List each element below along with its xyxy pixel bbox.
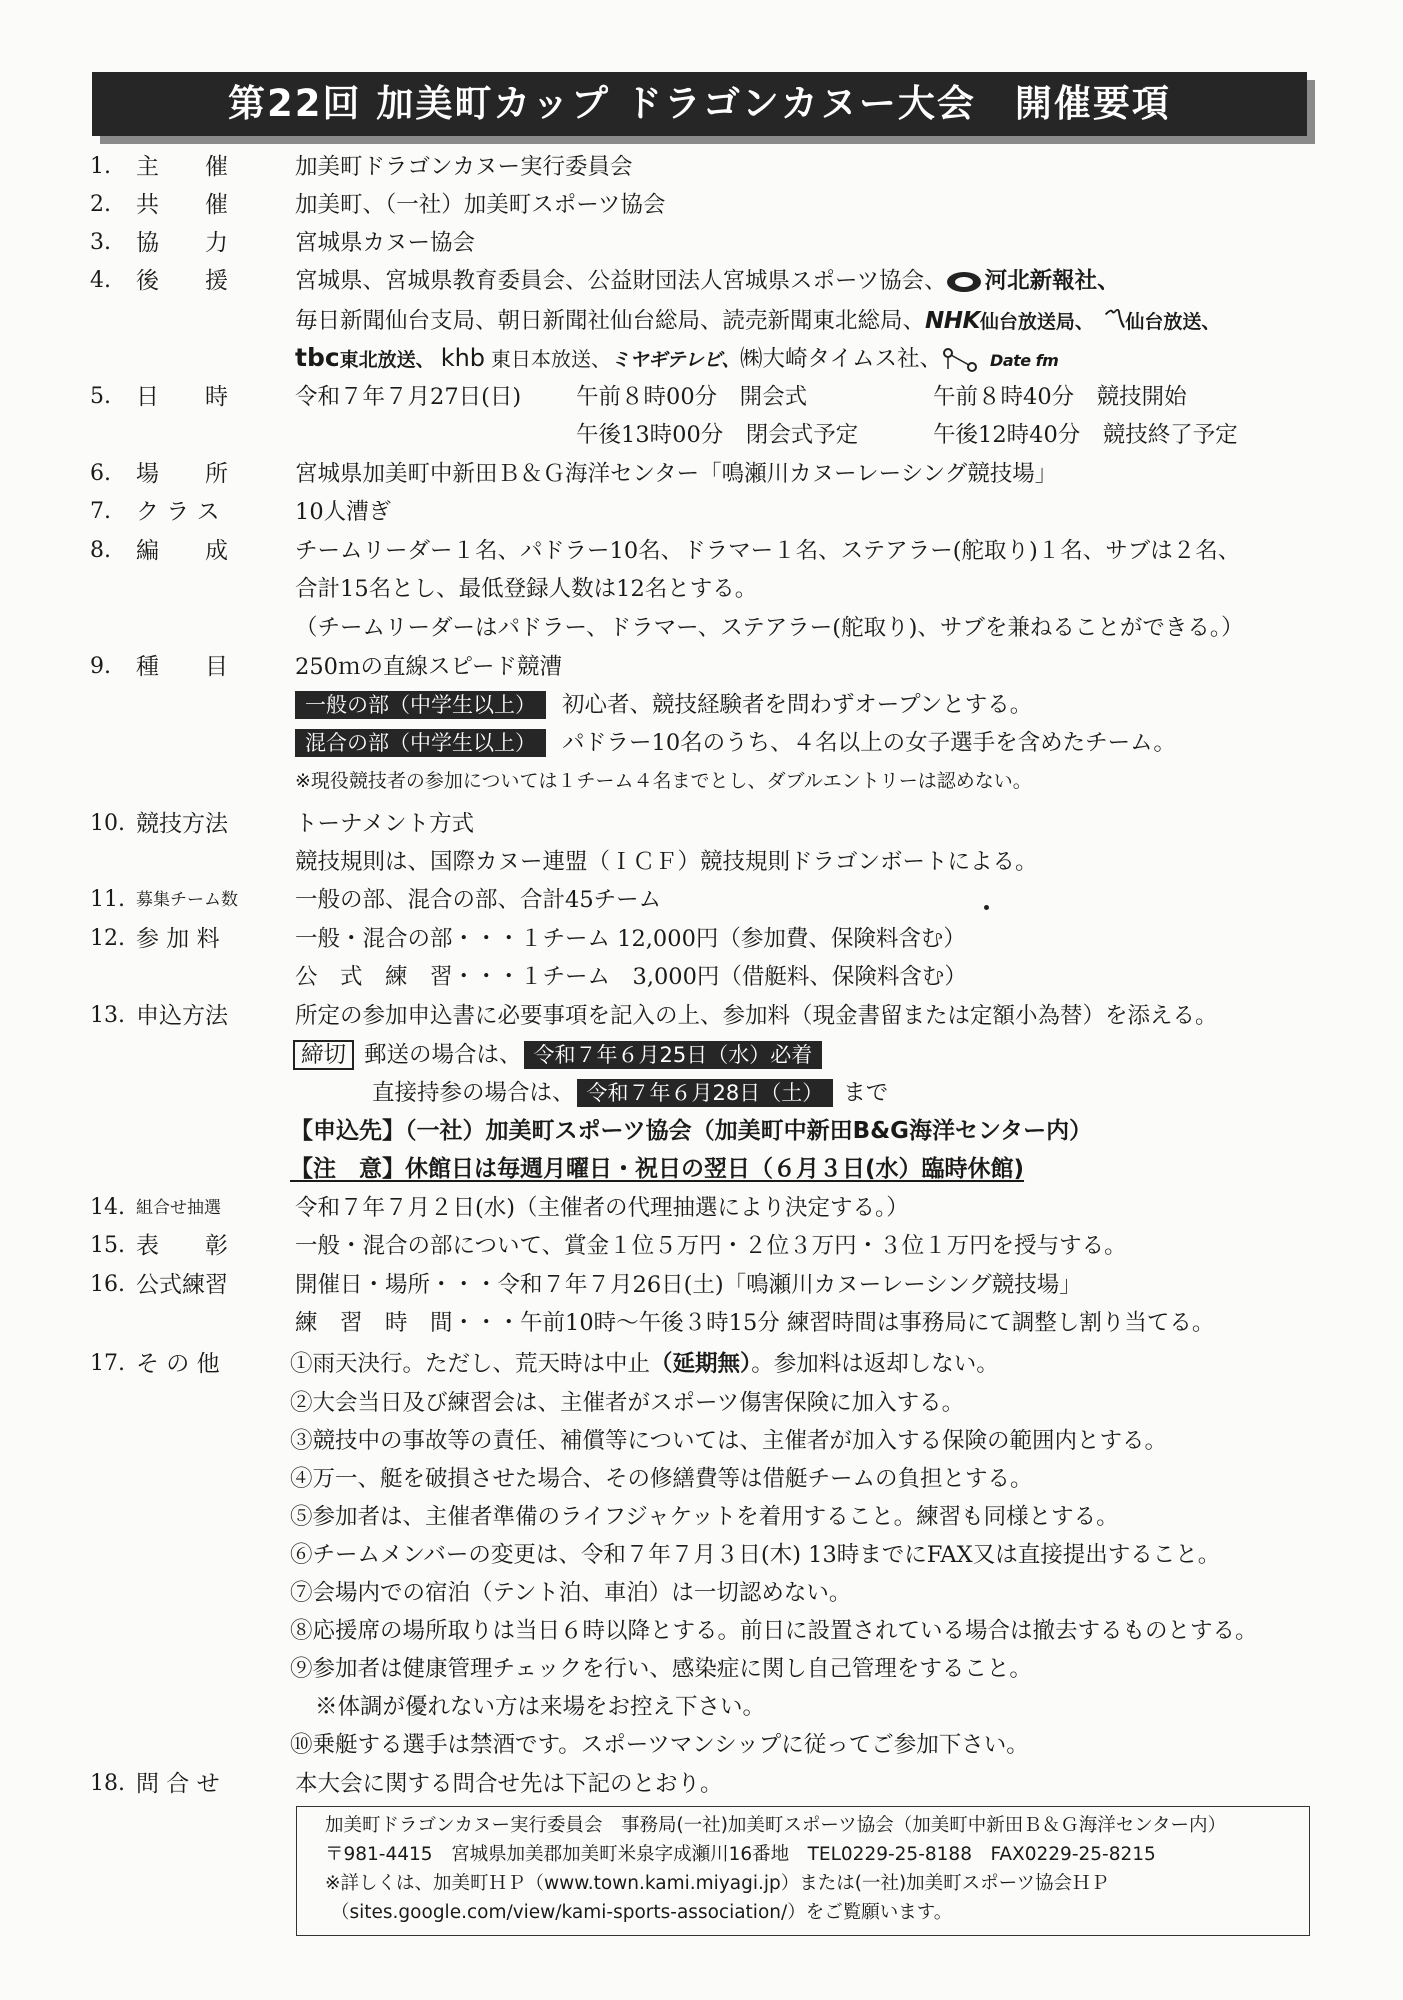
item-label: 参 加 料 — [136, 926, 220, 952]
item-number: 11. — [90, 887, 125, 912]
item-value: 令和７年７月２日(水)（主催者の代理抽選により決定する。） — [295, 1195, 909, 1221]
tbc-logo: tbc — [295, 343, 340, 372]
item-label: 場 所 — [136, 461, 228, 487]
contact-website-2: （sites.google.com/view/kami-sports-association/）をご覧願います。 — [331, 1902, 953, 1923]
tbc-name: 東北放送、 — [339, 349, 435, 371]
application-text: 所定の参加申込書に必要事項を記入の上、参加料（現金書留または定額小為替）を添える。 — [295, 1003, 1218, 1029]
item-number: 1. — [90, 154, 111, 179]
other-8: ⑧応援席の場所取りは当日６時以降とする。前日に設置されている場合は撤去するものとする。 — [290, 1618, 1258, 1644]
schedule-closing: 午後13時00分 閉会式予定 — [576, 422, 859, 448]
schedule-opening: 午前８時00分 開会式 — [576, 384, 808, 410]
item-number: 13. — [90, 1003, 125, 1028]
item-label: 日 時 — [136, 384, 228, 410]
deadline-mail — [293, 1040, 838, 1070]
practice-line-1: 開催日・場所・・・令和７年７月26日(土)「鳴瀬川カヌーレーシング競技場」 — [295, 1272, 1082, 1298]
page-title: 第22回 加美町カップ ドラゴンカヌー大会 開催要項 — [92, 72, 1307, 136]
formation-line-1: チームリーダー１名、パドラー10名、ドラマー１名、ステアラー(舵取り)１名、サブは２名、 — [295, 538, 1241, 564]
item-number: 16. — [90, 1272, 125, 1297]
contact-website: ※詳しくは、加美町ＨＰ（www.town.kami.miyagi.jp）または(一社)加美町スポーツ協会ＨＰ — [325, 1873, 1109, 1894]
other-1 — [290, 1349, 999, 1379]
kahoku-logo-icon — [947, 272, 981, 292]
supporters-line-3 — [295, 343, 1058, 376]
item-label: 問 合 せ — [136, 1771, 220, 1797]
stray-dot — [984, 905, 989, 910]
item-label: 種 目 — [136, 654, 228, 680]
event-note: ※現役競技者の参加については１チーム４名までとし、ダブルエントリーは認めない。 — [295, 770, 1032, 792]
item-number: 8. — [90, 538, 111, 563]
mixed-division-tag: 混合の部（中学生以上） — [295, 729, 546, 757]
supporters-text: 毎日新聞仙台支局、朝日新聞社仙台総局、読売新聞東北総局、 — [295, 308, 926, 334]
item-label: そ の 他 — [136, 1351, 220, 1377]
item-value: 宮城県加美町中新田Ｂ＆Ｇ海洋センター「鳴瀬川カヌーレーシング競技場」 — [295, 461, 1058, 487]
item-number: 12. — [90, 926, 125, 951]
item-value: 一般の部、混合の部、合計45チーム — [295, 887, 662, 913]
item-number: 7. — [90, 499, 111, 524]
schedule-start: 午前８時40分 競技開始 — [933, 384, 1187, 410]
other-2: ②大会当日及び練習会は、主催者がスポーツ傷害保険に加入する。 — [290, 1390, 965, 1416]
schedule-end: 午後12時40分 競技終了予定 — [933, 422, 1238, 448]
contact-organizer: 加美町ドラゴンカヌー実行委員会 事務局(一社)加美町スポーツ協会（加美町中新田Ｂ＆Ｇ海洋センター内） — [325, 1815, 1226, 1836]
fee-line-2: 公 式 練 習・・・１チーム 3,000円（借艇料、保険料含む） — [295, 964, 967, 990]
deadline-direct — [372, 1078, 888, 1108]
direct-deadline-date: 令和７年６月28日（土） — [577, 1079, 834, 1107]
contact-address: 〒981-4415 宮城県加美郡加美町米泉字成瀬川16番地 TEL0229-25-8188 FAX0229-25-8215 — [325, 1844, 1156, 1865]
ox-logo-icon: 〽 — [1099, 305, 1126, 335]
other-10: ⑩乗艇する選手は禁酒です。スポーツマンシップに従ってご参加下さい。 — [290, 1732, 1029, 1758]
other-1-a: ①雨天決行。ただし、荒天時は中止 — [290, 1351, 651, 1377]
other-1-c: 。参加料は返却しない。 — [751, 1351, 999, 1377]
supporters-line-1 — [295, 266, 1120, 296]
item-label: 公式練習 — [136, 1272, 228, 1298]
other-4: ④万一、艇を破損させた場合、その修繕費等は借艇チームの負担とする。 — [290, 1466, 1033, 1492]
datefm-logo-icon — [942, 347, 986, 373]
general-division-desc: 初心者、競技経験者を問わずオープンとする。 — [562, 692, 1033, 718]
kahoku-name: 河北新報社、 — [984, 268, 1120, 294]
item-label: ク ラ ス — [136, 499, 220, 525]
item-number: 5. — [90, 384, 111, 409]
item-number: 17. — [90, 1351, 125, 1376]
ox-name: 仙台放送、 — [1125, 311, 1221, 333]
item-value: 10人漕ぎ — [295, 499, 392, 525]
other-9-note: ※体調が優れない方は来場をお控え下さい。 — [315, 1694, 766, 1720]
formation-line-3: （チームリーダーはパドラー、ドラマー、ステアラー(舵取り)、サブを兼ねることができる。） — [295, 615, 1244, 641]
other-9: ⑨参加者は健康管理チェックを行い、感染症に関し自己管理をすること。 — [290, 1656, 1032, 1682]
item-label: 協 力 — [136, 230, 228, 256]
deadline-label: 締切 — [293, 1040, 354, 1070]
khb-logo: khb — [440, 344, 486, 372]
event-general — [295, 690, 1032, 720]
direct-suffix: まで — [843, 1080, 889, 1106]
item-value: 宮城県カヌー協会 — [295, 230, 476, 256]
item-label: 主 催 — [136, 154, 228, 180]
item-label: 編 成 — [136, 538, 228, 564]
mail-text: 郵送の場合は、 — [364, 1042, 522, 1068]
practice-line-2: 練 習 時 間・・・午前10時～午後３時15分 練習時間は事務局にて調整し割り当てる。 — [295, 1310, 1215, 1336]
item-label: 後 援 — [136, 268, 228, 294]
event-mixed — [295, 728, 1176, 758]
item-number: 10. — [90, 811, 125, 836]
item-label: 競技方法 — [136, 811, 228, 837]
item-label: 組合せ抽選 — [136, 1198, 221, 1218]
item-number: 14. — [90, 1195, 125, 1220]
miyagi-tv-logo: ミヤギテレビ、 — [611, 349, 740, 371]
other-6: ⑥チームメンバーの変更は、令和７年７月３日(木) 13時までにFAX又は直接提出すること。 — [290, 1542, 1221, 1568]
item-number: 18. — [90, 1771, 125, 1796]
method-line-1: トーナメント方式 — [295, 811, 475, 837]
mail-deadline-date: 令和７年６月25日（水）必着 — [524, 1041, 823, 1069]
item-number: 2. — [90, 192, 111, 217]
other-1-b: （延期無） — [650, 1351, 752, 1377]
item-label: 募集チーム数 — [136, 890, 238, 910]
item-value: 本大会に関する問合せ先は下記のとおり。 — [295, 1771, 723, 1797]
direct-text: 直接持参の場合は、 — [372, 1080, 575, 1106]
nhk-logo: NHK — [925, 308, 980, 334]
other-5: ⑤参加者は、主催者準備のライフジャケットを着用すること。練習も同様とする。 — [290, 1504, 1119, 1530]
item-number: 4. — [90, 268, 111, 293]
khb-name: 東日本放送、 — [491, 347, 612, 371]
item-number: 3. — [90, 230, 111, 255]
method-line-2: 競技規則は、国際カヌー連盟（ＩＣＦ）競技規則ドラゴンボートによる。 — [295, 849, 1038, 875]
nhk-station: 仙台放送局、 — [979, 311, 1094, 333]
item-number: 6. — [90, 461, 111, 486]
general-division-tag: 一般の部（中学生以上） — [295, 691, 546, 719]
item-number: 9. — [90, 654, 111, 679]
event-distance: 250ｍの直線スピード競漕 — [295, 654, 563, 680]
schedule-date: 令和７年７月27日(日) — [295, 384, 522, 410]
closed-day-caution: 【注 意】休館日は毎週月曜日・祝日の翌日（６月３日(水）臨時休館) — [290, 1156, 1025, 1182]
item-value: 一般・混合の部について、賞金１位５万円・２位３万円・３位１万円を授与する。 — [295, 1233, 1127, 1259]
supporters-line-2 — [295, 305, 1220, 337]
item-value: 加美町、（一社）加美町スポーツ協会 — [295, 192, 666, 218]
datefm-name: Date fm — [990, 351, 1059, 370]
item-label: 申込方法 — [136, 1003, 228, 1029]
mixed-division-desc: パドラー10名のうち、４名以上の女子選手を含めたチーム。 — [562, 730, 1176, 756]
application-destination: 【申込先】（一社）加美町スポーツ協会（加美町中新田B&G海洋センター内） — [290, 1118, 1093, 1144]
fee-line-1: 一般・混合の部・・・１チーム 12,000円（参加費、保険料含む） — [295, 926, 966, 952]
item-value: 加美町ドラゴンカヌー実行委員会 — [295, 154, 633, 180]
osaki-times: ㈱大崎タイムス社、 — [739, 346, 943, 372]
item-number: 15. — [90, 1233, 125, 1258]
item-label: 共 催 — [136, 192, 228, 218]
contact-box — [296, 1806, 1310, 1936]
supporters-text: 宮城県、宮城県教育委員会、公益財団法人宮城県スポーツ協会、 — [295, 268, 947, 294]
other-3: ③競技中の事故等の責任、補償等については、主催者が加入する保険の範囲内とする。 — [290, 1428, 1168, 1454]
item-label: 表 彰 — [136, 1233, 228, 1259]
other-7: ⑦会場内での宿泊（テント泊、車泊）は一切認めない。 — [290, 1580, 852, 1606]
formation-line-2: 合計15名とし、最低登録人数は12名とする。 — [295, 576, 758, 602]
